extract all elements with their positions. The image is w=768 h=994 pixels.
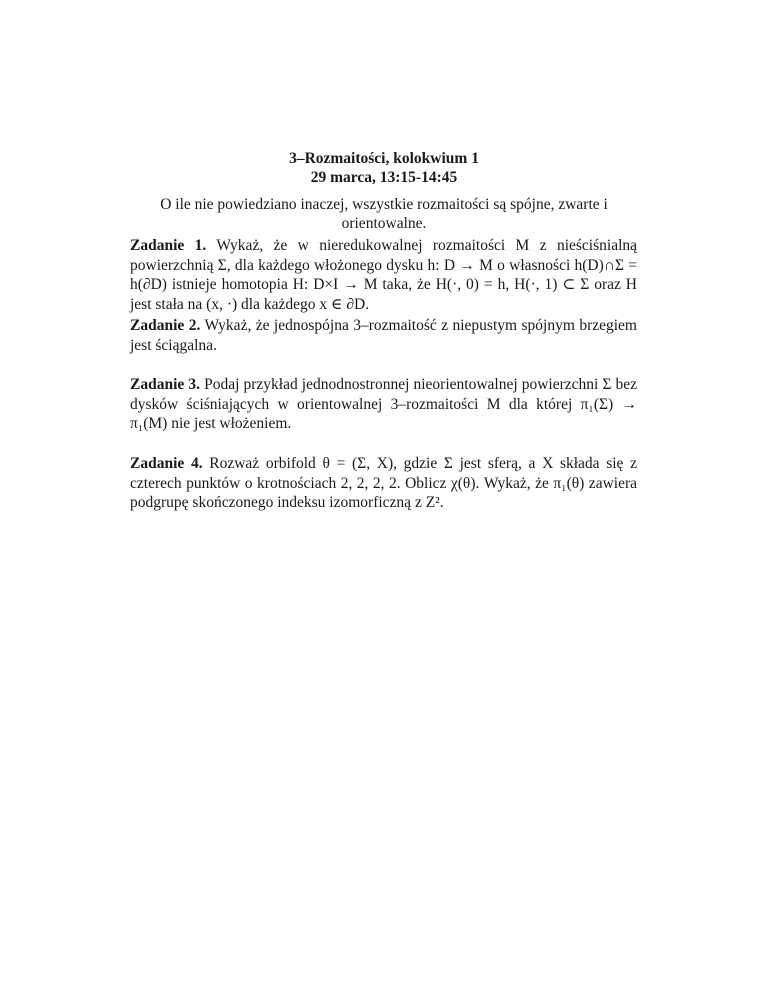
task-1 bbox=[130, 236, 637, 314]
task-text: Podaj przykład jednodnostronnej nieorientowalnej powierzchni Σ bez dysków ściśniających w orientowalnej 3–rozmaitości M dla której π₁(Σ) → π₁(M) nie jest włożeniem. bbox=[130, 376, 638, 433]
task-2 bbox=[130, 316, 637, 355]
task-3 bbox=[130, 375, 637, 434]
task-label: Zadanie 2. bbox=[130, 317, 201, 334]
exam-date-time: 29 marca, 13:15-14:45 bbox=[310, 169, 458, 186]
task-text: Wykaż, że w nieredukowalnej rozmaitości M z nieściśnialną powierzchnią Σ, dla każdego włożonego dysku h: D → M o własności h(D)∩Σ = h(∂D) istnieje homotopia H: D×I → M taka, że H(·, 0) = h, H(·, 1) ⊂ Σ oraz H jest stała na (x, ·) dla każdego x ∈ ∂D. bbox=[130, 237, 638, 313]
task-label: Zadanie 1. bbox=[130, 237, 207, 254]
task-text: Wykaż, że jednospójna 3–rozmaitość z niepustym spójnym brzegiem jest ściągalna. bbox=[130, 317, 637, 354]
task-label: Zadanie 3. bbox=[130, 376, 200, 393]
intro-note: O ile nie powiedziano inaczej, wszystkie rozmaitości są spójne, zwarte i orientowalne. bbox=[160, 196, 608, 232]
document-header bbox=[130, 149, 638, 187]
task-label: Zadanie 4. bbox=[130, 455, 203, 472]
task-4 bbox=[130, 454, 637, 513]
document-title: 3–Rozmaitości, kolokwium 1 bbox=[289, 150, 479, 167]
task-text: Rozważ orbifold θ = (Σ, X), gdzie Σ jest sferą, a X składa się z czterech punktów o krotnościach 2, 2, 2, 2. Oblicz χ(θ). Wykaż, że π₁(θ) zawiera podgrupę skończonego indeksu izomorficzną z Z². bbox=[130, 455, 638, 512]
